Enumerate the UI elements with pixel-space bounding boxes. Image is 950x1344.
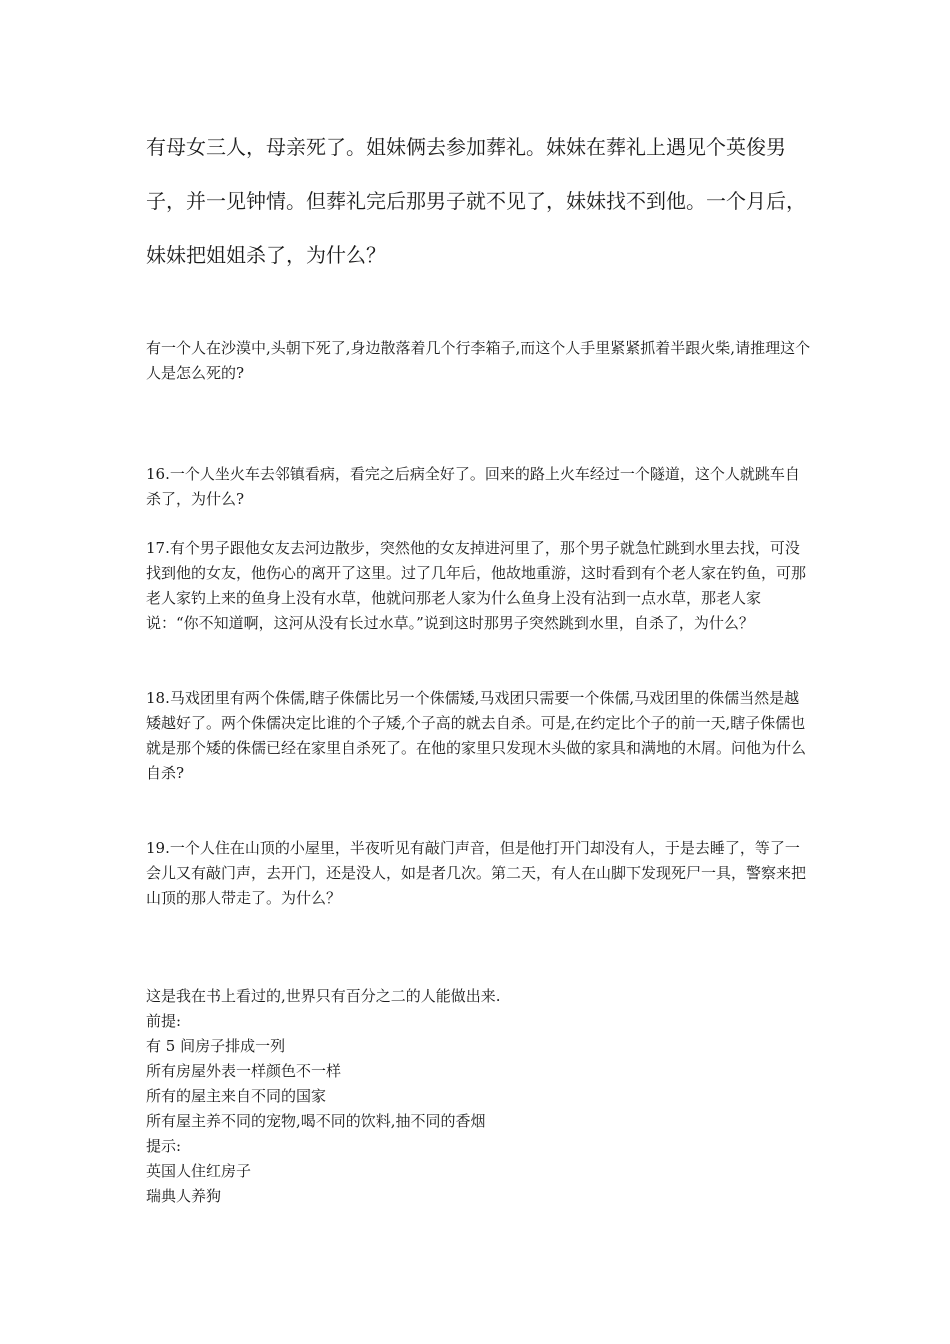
puzzle-sisters: 有母女三人，母亲死了。姐妹俩去参加葬礼。妹妹在葬礼上遇见个英俊男子，并一见钟情。但葬礼完后那男子就不见了，妹妹找不到他。一个月后，妹妹把姐姐杀了，为什么？ <box>146 135 806 267</box>
riddle-premise: 有 5 间房子排成一列 <box>146 1037 286 1055</box>
puzzle-16: 16.一个人坐火车去邻镇看病，看完之后病全好了。回来的路上火车经过一个隧道，这个人就跳车自杀了，为什么? <box>146 465 800 508</box>
riddle-hint-label: 提示: <box>146 1137 182 1155</box>
einstein-riddle <box>146 984 812 1209</box>
riddle-intro: 这是我在书上看过的,世界只有百分之二的人能做出来. <box>146 987 501 1005</box>
puzzle-19: 19.一个人住在山顶的小屋里，半夜听见有敲门声音，但是他打开门却没有人，于是去睡了，等了一会儿又有敲门声，去开门，还是没人，如是者几次。第二天，有人在山脚下发现死尸一具，警察来把山顶的那人带走了。为什么？ <box>146 839 807 907</box>
riddle-hint: 英国人住红房子 <box>146 1162 252 1180</box>
riddle-premise-label: 前提: <box>146 1012 182 1030</box>
riddle-premise: 所有屋主养不同的宠物,喝不同的饮料,抽不同的香烟 <box>146 1112 486 1130</box>
puzzle-18: 18.马戏团里有两个侏儒,瞎子侏儒比另一个侏儒矮,马戏团只需要一个侏儒,马戏团里的侏儒当然是越矮越好了。两个侏儒决定比谁的个子矮,个子高的就去自杀。可是,在约定比个子的前一天,瞎子侏儒也就是那个矮的侏儒已经在家里自杀死了。在他的家里只发现木头做的家具和满地的木屑。问他为什么自杀? <box>146 689 807 782</box>
riddle-premise: 所有的屋主来自不同的国家 <box>146 1087 327 1105</box>
puzzle-desert: 有一个人在沙漠中,头朝下死了,身边散落着几个行李箱子,而这个人手里紧紧抓着半跟火柴,请推理这个人是怎么死的? <box>146 339 811 382</box>
puzzle-17: 17.有个男子跟他女友去河边散步，突然他的女友掉进河里了，那个男子就急忙跳到水里去找，可没找到他的女友，他伤心的离开了这里。过了几年后，他故地重游，这时看到有个老人家在钓鱼，可那老人家钓上来的鱼身上没有水草，他就问那老人家为什么鱼身上没有沾到一点水草，那老人家说：“你不知道啊，这河从没有长过水草。”说到这时那男子突然跳到水里，自杀了，为什么？ <box>146 539 807 632</box>
riddle-hint: 瑞典人养狗 <box>146 1187 222 1205</box>
riddle-premise: 所有房屋外表一样颜色不一样 <box>146 1062 342 1080</box>
